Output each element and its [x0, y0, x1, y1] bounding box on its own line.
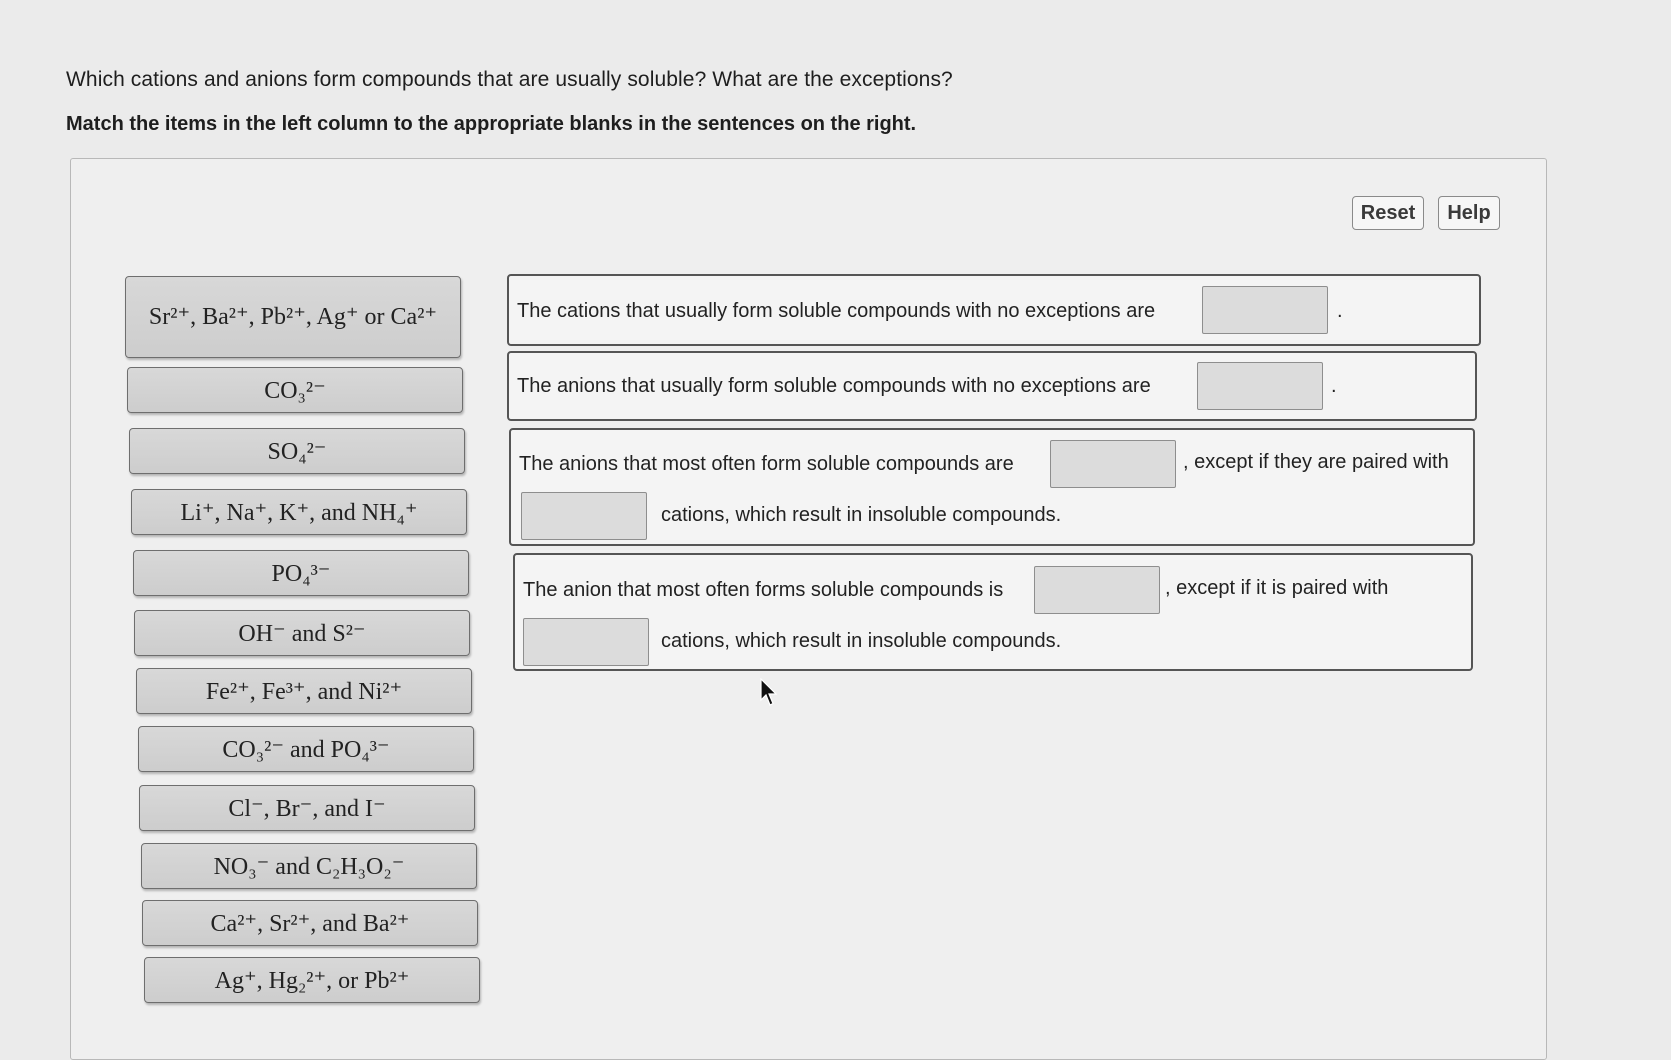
sentence-4-text-c: cations, which result in insoluble compounds.	[661, 630, 1062, 652]
sentence-3-text-a: The anions that most often form soluble compounds are	[519, 453, 1014, 475]
sentence-3-text-b: , except if they are paired with	[1183, 451, 1449, 473]
drag-item-3[interactable]: SO₄²⁻	[129, 428, 465, 474]
sentence-4-text-b: , except if it is paired with	[1165, 577, 1389, 599]
drag-item-7[interactable]: Fe²⁺, Fe³⁺, and Ni²⁺	[136, 668, 472, 714]
sentence-2	[507, 351, 1477, 421]
drag-item-8[interactable]: CO₃²⁻ and PO₄³⁻	[138, 726, 474, 772]
help-button[interactable]: Help	[1438, 196, 1500, 230]
drag-item-12[interactable]: Ag⁺, Hg₂²⁺, or Pb²⁺	[144, 957, 480, 1003]
blank-2[interactable]	[1197, 362, 1323, 410]
blank-4b[interactable]	[523, 618, 649, 666]
drag-item-4[interactable]: Li⁺, Na⁺, K⁺, and NH₄⁺	[131, 489, 467, 535]
sentence-1-text: The cations that usually form soluble compounds with no exceptions are	[517, 300, 1156, 322]
drag-item-6[interactable]: OH⁻ and S²⁻	[134, 610, 470, 656]
drag-item-10[interactable]: NO₃⁻ and C₂H₃O₂⁻	[141, 843, 477, 889]
sentence-3-text-c: cations, which result in insoluble compounds.	[661, 504, 1062, 526]
question-text: Which cations and anions form compounds that are usually soluble? What are the exceptions?	[66, 68, 953, 91]
reset-button[interactable]: Reset	[1352, 196, 1424, 230]
drag-item-2[interactable]: CO₃²⁻	[127, 367, 463, 413]
drag-item-9[interactable]: Cl⁻, Br⁻, and I⁻	[139, 785, 475, 831]
drag-item-5[interactable]: PO₄³⁻	[133, 550, 469, 596]
blank-3b[interactable]	[521, 492, 647, 540]
sentence-4	[513, 553, 1473, 671]
blank-1[interactable]	[1202, 286, 1328, 334]
drag-item-11[interactable]: Ca²⁺, Sr²⁺, and Ba²⁺	[142, 900, 478, 946]
mouse-pointer-icon	[760, 678, 780, 708]
blank-3a[interactable]	[1050, 440, 1176, 488]
sentence-1-end: .	[1337, 300, 1343, 322]
sentence-2-end: .	[1331, 375, 1337, 397]
drag-item-1[interactable]: Sr²⁺, Ba²⁺, Pb²⁺, Ag⁺ or Ca²⁺	[125, 276, 461, 358]
sentence-3	[509, 428, 1475, 546]
blank-4a[interactable]	[1034, 566, 1160, 614]
instruction-text: Match the items in the left column to the appropriate blanks in the sentences on the right.	[66, 113, 917, 135]
sentence-2-text: The anions that usually form soluble compounds with no exceptions are	[517, 375, 1151, 397]
sentence-4-text-a: The anion that most often forms soluble compounds is	[523, 579, 1004, 601]
sentence-1	[507, 274, 1481, 346]
